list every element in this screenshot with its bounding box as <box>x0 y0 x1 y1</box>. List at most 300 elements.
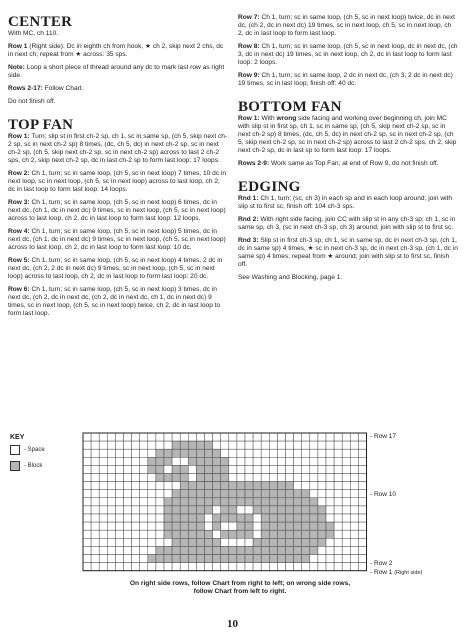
chart-cell-block <box>261 482 269 490</box>
chart-cell-block <box>172 490 180 498</box>
chart-cell-space <box>132 506 140 514</box>
chart-cell-block <box>229 530 237 538</box>
chart-cell-space <box>140 465 148 473</box>
chart-cell-space <box>342 465 350 473</box>
chart-cell-space <box>326 449 334 457</box>
chart-cell-block <box>326 530 334 538</box>
chart-cell-space <box>107 546 115 554</box>
chart-cell-space <box>99 465 107 473</box>
chart-cell-block <box>221 555 229 563</box>
chart-cell-block <box>172 506 180 514</box>
chart-cell-space <box>277 474 285 482</box>
chart-cell-space <box>277 449 285 457</box>
chart-cell-block <box>156 555 164 563</box>
top-fan-row-label: Row 4: <box>8 228 30 235</box>
chart-cell-space <box>358 563 366 571</box>
chart-cell-block <box>310 522 318 530</box>
chart-cell-space <box>326 474 334 482</box>
chart-cell-space <box>358 465 366 473</box>
chart-cell-block <box>180 538 188 546</box>
chart-cell-space <box>221 449 229 457</box>
center-row1-label: Row 1 <box>8 43 28 50</box>
chart-cell-block <box>302 546 310 554</box>
chart-cell-block <box>294 498 302 506</box>
chart-cell-space <box>310 555 318 563</box>
chart-cell-space <box>318 498 326 506</box>
chart-cell-space <box>99 457 107 465</box>
chart-cell-block <box>269 546 277 554</box>
chart-cell-space <box>132 457 140 465</box>
top-fan-row <box>8 199 228 223</box>
chart-cell-block <box>245 530 253 538</box>
chart-cell-block <box>229 514 237 522</box>
chart-cell-block <box>205 449 213 457</box>
chart-cell-space <box>115 465 123 473</box>
chart-cell-space <box>140 482 148 490</box>
chart-cell-block <box>188 490 196 498</box>
see-washing: See Washing and Blocking, page 1. <box>238 274 343 281</box>
chart-cell-block <box>180 522 188 530</box>
chart-cell-block <box>245 482 253 490</box>
chart-cell-space <box>91 441 99 449</box>
chart-cell-block <box>188 538 196 546</box>
chart-cell-space <box>91 522 99 530</box>
chart-cell-block <box>172 546 180 554</box>
chart-cell-space <box>326 490 334 498</box>
chart-cell-block <box>302 514 310 522</box>
chart-cell-block <box>172 514 180 522</box>
chart-cell-space <box>140 546 148 554</box>
chart-cell-space <box>286 465 294 473</box>
chart-cell-space <box>140 514 148 522</box>
bottom-fan-row-text: side facing and working over beginning ch, join MC with slip st in first sp, ch 1, sc in same sp, (ch 5, skip next ch-2 sp, sc in next ch-2 sp) 8 times, (dc, ch 5, dc) in next ch-2 sp, sc in next ch-2 sp, (ch 5, skip next ch-2 sp, sc in next ch-2 sp) across to last 2 ch-2 sps, ch 2, skip next ch-2 sp, dc in last sp to form last loop: 17 loops. <box>238 115 457 154</box>
bottom-fan-row-label: Row 1: <box>238 115 260 122</box>
chart-cell-space <box>140 433 148 441</box>
chart-cell-space <box>213 563 221 571</box>
chart-cell-block <box>269 490 277 498</box>
chart-cell-space <box>310 563 318 571</box>
chart-cell-block <box>164 457 172 465</box>
chart-cell-space <box>83 538 91 546</box>
key-block-row <box>10 461 70 471</box>
chart-cell-space <box>318 563 326 571</box>
chart-cell-block <box>164 522 172 530</box>
chart-cell-space <box>342 474 350 482</box>
chart-cell-space <box>124 563 132 571</box>
chart-cell-block <box>245 514 253 522</box>
chart-cell-block <box>172 538 180 546</box>
chart-cell-space <box>132 563 140 571</box>
chart-cell-space <box>310 449 318 457</box>
chart-cell-block <box>245 555 253 563</box>
chart-cell-space <box>261 441 269 449</box>
chart-cell-space <box>229 522 237 530</box>
chart-cell-space <box>99 449 107 457</box>
chart-cell-space <box>91 498 99 506</box>
chart-cell-space <box>326 441 334 449</box>
chart-cell-block <box>172 449 180 457</box>
chart-cell-space <box>172 433 180 441</box>
chart-cell-space <box>326 563 334 571</box>
chart-cell-space <box>205 514 213 522</box>
chart-cell-space <box>91 449 99 457</box>
chart-cell-space <box>164 465 172 473</box>
chart-cell-space <box>148 538 156 546</box>
chart-cell-space <box>326 538 334 546</box>
edging-row <box>238 195 458 211</box>
chart-cell-space <box>237 474 245 482</box>
chart-cell-block <box>261 546 269 554</box>
chart-cell-space <box>342 457 350 465</box>
chart-cell-space <box>107 465 115 473</box>
chart-cell-space <box>261 474 269 482</box>
chart-cell-space <box>172 563 180 571</box>
chart-cell-block <box>188 530 196 538</box>
chart-cell-block <box>221 530 229 538</box>
chart-cell-block <box>237 498 245 506</box>
chart-cell-block <box>221 482 229 490</box>
chart-cell-block <box>172 522 180 530</box>
chart-cell-space <box>107 555 115 563</box>
chart-cell-space <box>318 555 326 563</box>
chart-cell-space <box>124 555 132 563</box>
chart-cell-space <box>132 449 140 457</box>
chart-cell-space <box>310 474 318 482</box>
chart-cell-block <box>172 498 180 506</box>
chart-cell-space <box>334 563 342 571</box>
chart-cell-block <box>269 530 277 538</box>
chart-cell-block <box>205 498 213 506</box>
chart-cell-block <box>213 555 221 563</box>
chart-cell-block <box>253 498 261 506</box>
chart-cell-space <box>124 546 132 554</box>
chart-cell-space <box>342 555 350 563</box>
chart-cell-block <box>196 441 204 449</box>
chart-cell-space <box>350 530 358 538</box>
chart-cell-space <box>229 457 237 465</box>
chart-cell-space <box>188 465 196 473</box>
top-fan-row <box>238 14 458 38</box>
chart-cell-space <box>107 514 115 522</box>
chart-cell-block <box>180 546 188 554</box>
chart-cell-space <box>132 482 140 490</box>
chart-cell-block <box>172 530 180 538</box>
chart-cell-block <box>326 522 334 530</box>
chart-cell-block <box>261 498 269 506</box>
chart-cell-space <box>99 530 107 538</box>
chart-cell-space <box>334 441 342 449</box>
chart-cell-block <box>237 555 245 563</box>
chart-cell-block <box>156 465 164 473</box>
chart-cell-block <box>213 498 221 506</box>
block-swatch <box>10 461 20 471</box>
center-note-text: Loop a short piece of thread around any dc to mark last row as right side. <box>8 64 225 79</box>
chart-cell-block <box>286 498 294 506</box>
chart-cell-space <box>245 433 253 441</box>
chart-cell-space <box>164 433 172 441</box>
chart-cell-space <box>148 498 156 506</box>
edging-heading: EDGING <box>238 179 301 195</box>
chart-cell-space <box>302 465 310 473</box>
chart-cell-space <box>334 433 342 441</box>
chart-cell-space <box>318 465 326 473</box>
chart-cell-space <box>205 522 213 530</box>
chart-cell-space <box>229 449 237 457</box>
chart-cell-block <box>164 530 172 538</box>
chart-cell-block <box>245 490 253 498</box>
top-fan-row-text: Ch 1, turn; sc in same loop, (ch 5, sc in next loop) 6 times, dc in next dc, (ch 1, dc in next dc) 9 times, sc in next loop, (ch 5, sc in next loop) across to last loop, ch 2, dc in last loop to form last loop: 12 loops. <box>8 199 226 222</box>
chart-cell-block <box>188 514 196 522</box>
chart-cell-space <box>164 482 172 490</box>
chart-cell-space <box>326 555 334 563</box>
chart-cell-space <box>229 538 237 546</box>
chart-cell-block <box>294 490 302 498</box>
chart-cell-space <box>221 441 229 449</box>
chart-cell-space <box>124 514 132 522</box>
top-fan-row-label: Row 6: <box>8 286 30 293</box>
chart-cell-space <box>91 555 99 563</box>
top-fan-row-text: Ch 1, turn; sc in same loop, (ch 5, sc in next loop) 4 times, 2 dc in next dc, (ch 2, 2 dc in next dc) 9 times, sc in next loop, (ch 5, sc in next loop) across to last loop, ch 2, dc in last loop to form last loop: 20 dc. <box>8 257 223 280</box>
chart-cell-block <box>302 538 310 546</box>
chart-cell-space <box>350 555 358 563</box>
chart-cell-space <box>342 514 350 522</box>
chart-cell-block <box>318 514 326 522</box>
chart-cell-space <box>294 563 302 571</box>
chart-cell-block <box>213 449 221 457</box>
chart-cell-space <box>115 563 123 571</box>
chart-cell-space <box>310 482 318 490</box>
chart-cell-block <box>213 490 221 498</box>
chart-cell-space <box>99 522 107 530</box>
chart-cell-space <box>156 490 164 498</box>
chart-cell-space <box>99 482 107 490</box>
chart-cell-block <box>294 546 302 554</box>
chart-cell-block <box>196 538 204 546</box>
chart-cell-space <box>318 490 326 498</box>
chart-cell-block <box>164 546 172 554</box>
chart-cell-space <box>342 441 350 449</box>
center-row1-text: (Right side): Dc in eighth ch from hook, ★ ch 2, skip next 2 chs, dc in next ch; repeat from ★ across: 35 sps. <box>8 43 224 58</box>
top-fan-row <box>8 228 228 252</box>
chart-cell-block <box>180 474 188 482</box>
chart-cell-block <box>180 441 188 449</box>
chart-cell-space <box>302 563 310 571</box>
chart-cell-block <box>294 555 302 563</box>
chart-cell-space <box>253 433 261 441</box>
center-do-not: Do not finish off. <box>8 98 56 105</box>
chart-cell-space <box>350 465 358 473</box>
chart-cell-block <box>156 546 164 554</box>
chart-cell-space <box>237 449 245 457</box>
top-fan-row <box>8 257 228 281</box>
chart-cell-space <box>91 506 99 514</box>
chart-cell-space <box>196 563 204 571</box>
key-block-label: - Block <box>24 463 43 469</box>
chart-cell-space <box>350 563 358 571</box>
chart-cell-block <box>196 530 204 538</box>
center-rows-text: Follow Chart. <box>42 85 84 92</box>
chart-cell-space <box>253 514 261 522</box>
chart-note: On right side rows, follow Chart from right to left; on wrong side rows, follow Chart from left to right. <box>129 580 351 595</box>
chart-cell-space <box>196 433 204 441</box>
chart-cell-block <box>269 498 277 506</box>
chart-cell-space <box>132 474 140 482</box>
chart-cell-block <box>172 555 180 563</box>
chart-cell-space <box>237 506 245 514</box>
chart-cell-space <box>140 457 148 465</box>
chart-cell-space <box>302 449 310 457</box>
chart-cell-block <box>164 514 172 522</box>
chart-cell-space <box>294 449 302 457</box>
chart-cell-space <box>132 522 140 530</box>
chart-cell-space <box>140 441 148 449</box>
chart-cell-block <box>277 555 285 563</box>
chart-cell-space <box>358 449 366 457</box>
chart-cell-space <box>334 522 342 530</box>
chart-cell-space <box>124 465 132 473</box>
chart-cell-space <box>342 490 350 498</box>
top-fan-row-label: Row 9: <box>238 72 260 79</box>
chart-cell-space <box>124 506 132 514</box>
chart-cell-space <box>140 563 148 571</box>
chart-cell-space <box>277 457 285 465</box>
top-fan-row <box>8 133 228 165</box>
chart-cell-block <box>277 538 285 546</box>
chart-cell-block <box>180 490 188 498</box>
chart-cell-space <box>132 546 140 554</box>
chart-cell-space <box>326 465 334 473</box>
chart-cell-space <box>261 457 269 465</box>
chart-cell-block <box>245 546 253 554</box>
chart-cell-space <box>253 530 261 538</box>
center-note-label: Note: <box>8 64 25 71</box>
chart-cell-block <box>269 482 277 490</box>
chart-cell-space <box>83 555 91 563</box>
chart-cell-block <box>213 465 221 473</box>
chart-cell-block <box>277 482 285 490</box>
chart-cell-space <box>229 563 237 571</box>
chart-cell-space <box>132 530 140 538</box>
chart-cell-space <box>91 546 99 554</box>
chart-cell-space <box>237 457 245 465</box>
chart-cell-block <box>213 538 221 546</box>
chart-cell-block <box>286 482 294 490</box>
chart-cell-space <box>115 498 123 506</box>
chart-cell-space <box>99 433 107 441</box>
chart-cell-space <box>148 441 156 449</box>
top-fan-row-label: Row 2: <box>8 170 30 177</box>
chart-cell-space <box>350 449 358 457</box>
chart-cell-block <box>310 498 318 506</box>
chart-cell-space <box>156 538 164 546</box>
chart-cell-block <box>196 449 204 457</box>
chart-cell-space <box>148 514 156 522</box>
chart-cell-space <box>180 457 188 465</box>
chart-cell-block <box>277 546 285 554</box>
chart-cell-space <box>132 555 140 563</box>
chart-cell-block <box>156 457 164 465</box>
chart-cell-block <box>261 514 269 522</box>
chart-cell-block <box>277 490 285 498</box>
chart-cell-block <box>205 441 213 449</box>
chart-cell-space <box>124 538 132 546</box>
chart-cell-space <box>99 490 107 498</box>
edging-row-text: Ch 1, turn; (sc, ch 3) in each sp and in each loop around; join with slip st to first sc, finish off: 104 ch-3 sps. <box>238 195 453 210</box>
chart-cell-block <box>180 506 188 514</box>
chart-cell-space <box>229 433 237 441</box>
chart-cell-block <box>253 555 261 563</box>
chart-cell-block <box>294 514 302 522</box>
chart-cell-space <box>83 498 91 506</box>
chart-cell-space <box>115 538 123 546</box>
chart-cell-space <box>245 457 253 465</box>
chart-cell-block <box>261 555 269 563</box>
chart-cell-block <box>180 449 188 457</box>
chart-cell-block <box>269 514 277 522</box>
chart-cell-block <box>253 482 261 490</box>
chart-cell-space <box>245 441 253 449</box>
chart-cell-space <box>245 538 253 546</box>
chart-cell-space <box>326 514 334 522</box>
chart-cell-space <box>253 457 261 465</box>
chart-cell-block <box>213 474 221 482</box>
chart-cell-space <box>237 441 245 449</box>
chart-cell-block <box>213 457 221 465</box>
chart-cell-space <box>99 546 107 554</box>
chart-cell-space <box>132 433 140 441</box>
chart-cell-space <box>342 546 350 554</box>
center-rows <box>8 85 228 93</box>
chart-cell-space <box>318 449 326 457</box>
chart-cell-space <box>107 474 115 482</box>
chart-cell-space <box>124 498 132 506</box>
chart-cell-space <box>180 433 188 441</box>
chart-cell-space <box>140 555 148 563</box>
chart-cell-space <box>115 522 123 530</box>
chart-cell-block <box>302 530 310 538</box>
chart-cell-space <box>156 514 164 522</box>
top-fan-row-text: Ch 1, turn; sc in same loop, (ch 5, sc in next loop) 5 times, dc in next dc, (ch 1, dc in next dc) 9 times, sc in next loop, (ch 5, sc in next loop) across to last loop, ch 2, dc in last loop to form last loop: 10 dc. <box>8 228 226 251</box>
bottom-fan-row-text-a: With <box>259 115 277 122</box>
top-fan-row <box>238 43 458 67</box>
chart-cell-block <box>310 514 318 522</box>
chart-cell-space <box>294 457 302 465</box>
chart-cell-block <box>205 538 213 546</box>
chart-cell-block <box>245 498 253 506</box>
chart-cell-space <box>107 433 115 441</box>
chart-cell-space <box>156 522 164 530</box>
chart-cell-space <box>124 522 132 530</box>
chart-cell-space <box>229 474 237 482</box>
chart-cell-space <box>156 433 164 441</box>
chart-cell-space <box>83 530 91 538</box>
chart-cell-block <box>277 522 285 530</box>
filet-chart-grid <box>82 432 367 579</box>
chart-cell-space <box>245 449 253 457</box>
chart-cell-space <box>286 441 294 449</box>
chart-cell-space <box>334 506 342 514</box>
chart-cell-space <box>148 449 156 457</box>
chart-cell-block <box>205 490 213 498</box>
chart-cell-space <box>269 449 277 457</box>
chart-cell-block <box>205 465 213 473</box>
right-column <box>238 14 458 287</box>
chart-cell-space <box>229 465 237 473</box>
chart-cell-space <box>286 563 294 571</box>
chart-cell-block <box>172 465 180 473</box>
chart-cell-space <box>91 433 99 441</box>
chart-cell-block <box>156 449 164 457</box>
